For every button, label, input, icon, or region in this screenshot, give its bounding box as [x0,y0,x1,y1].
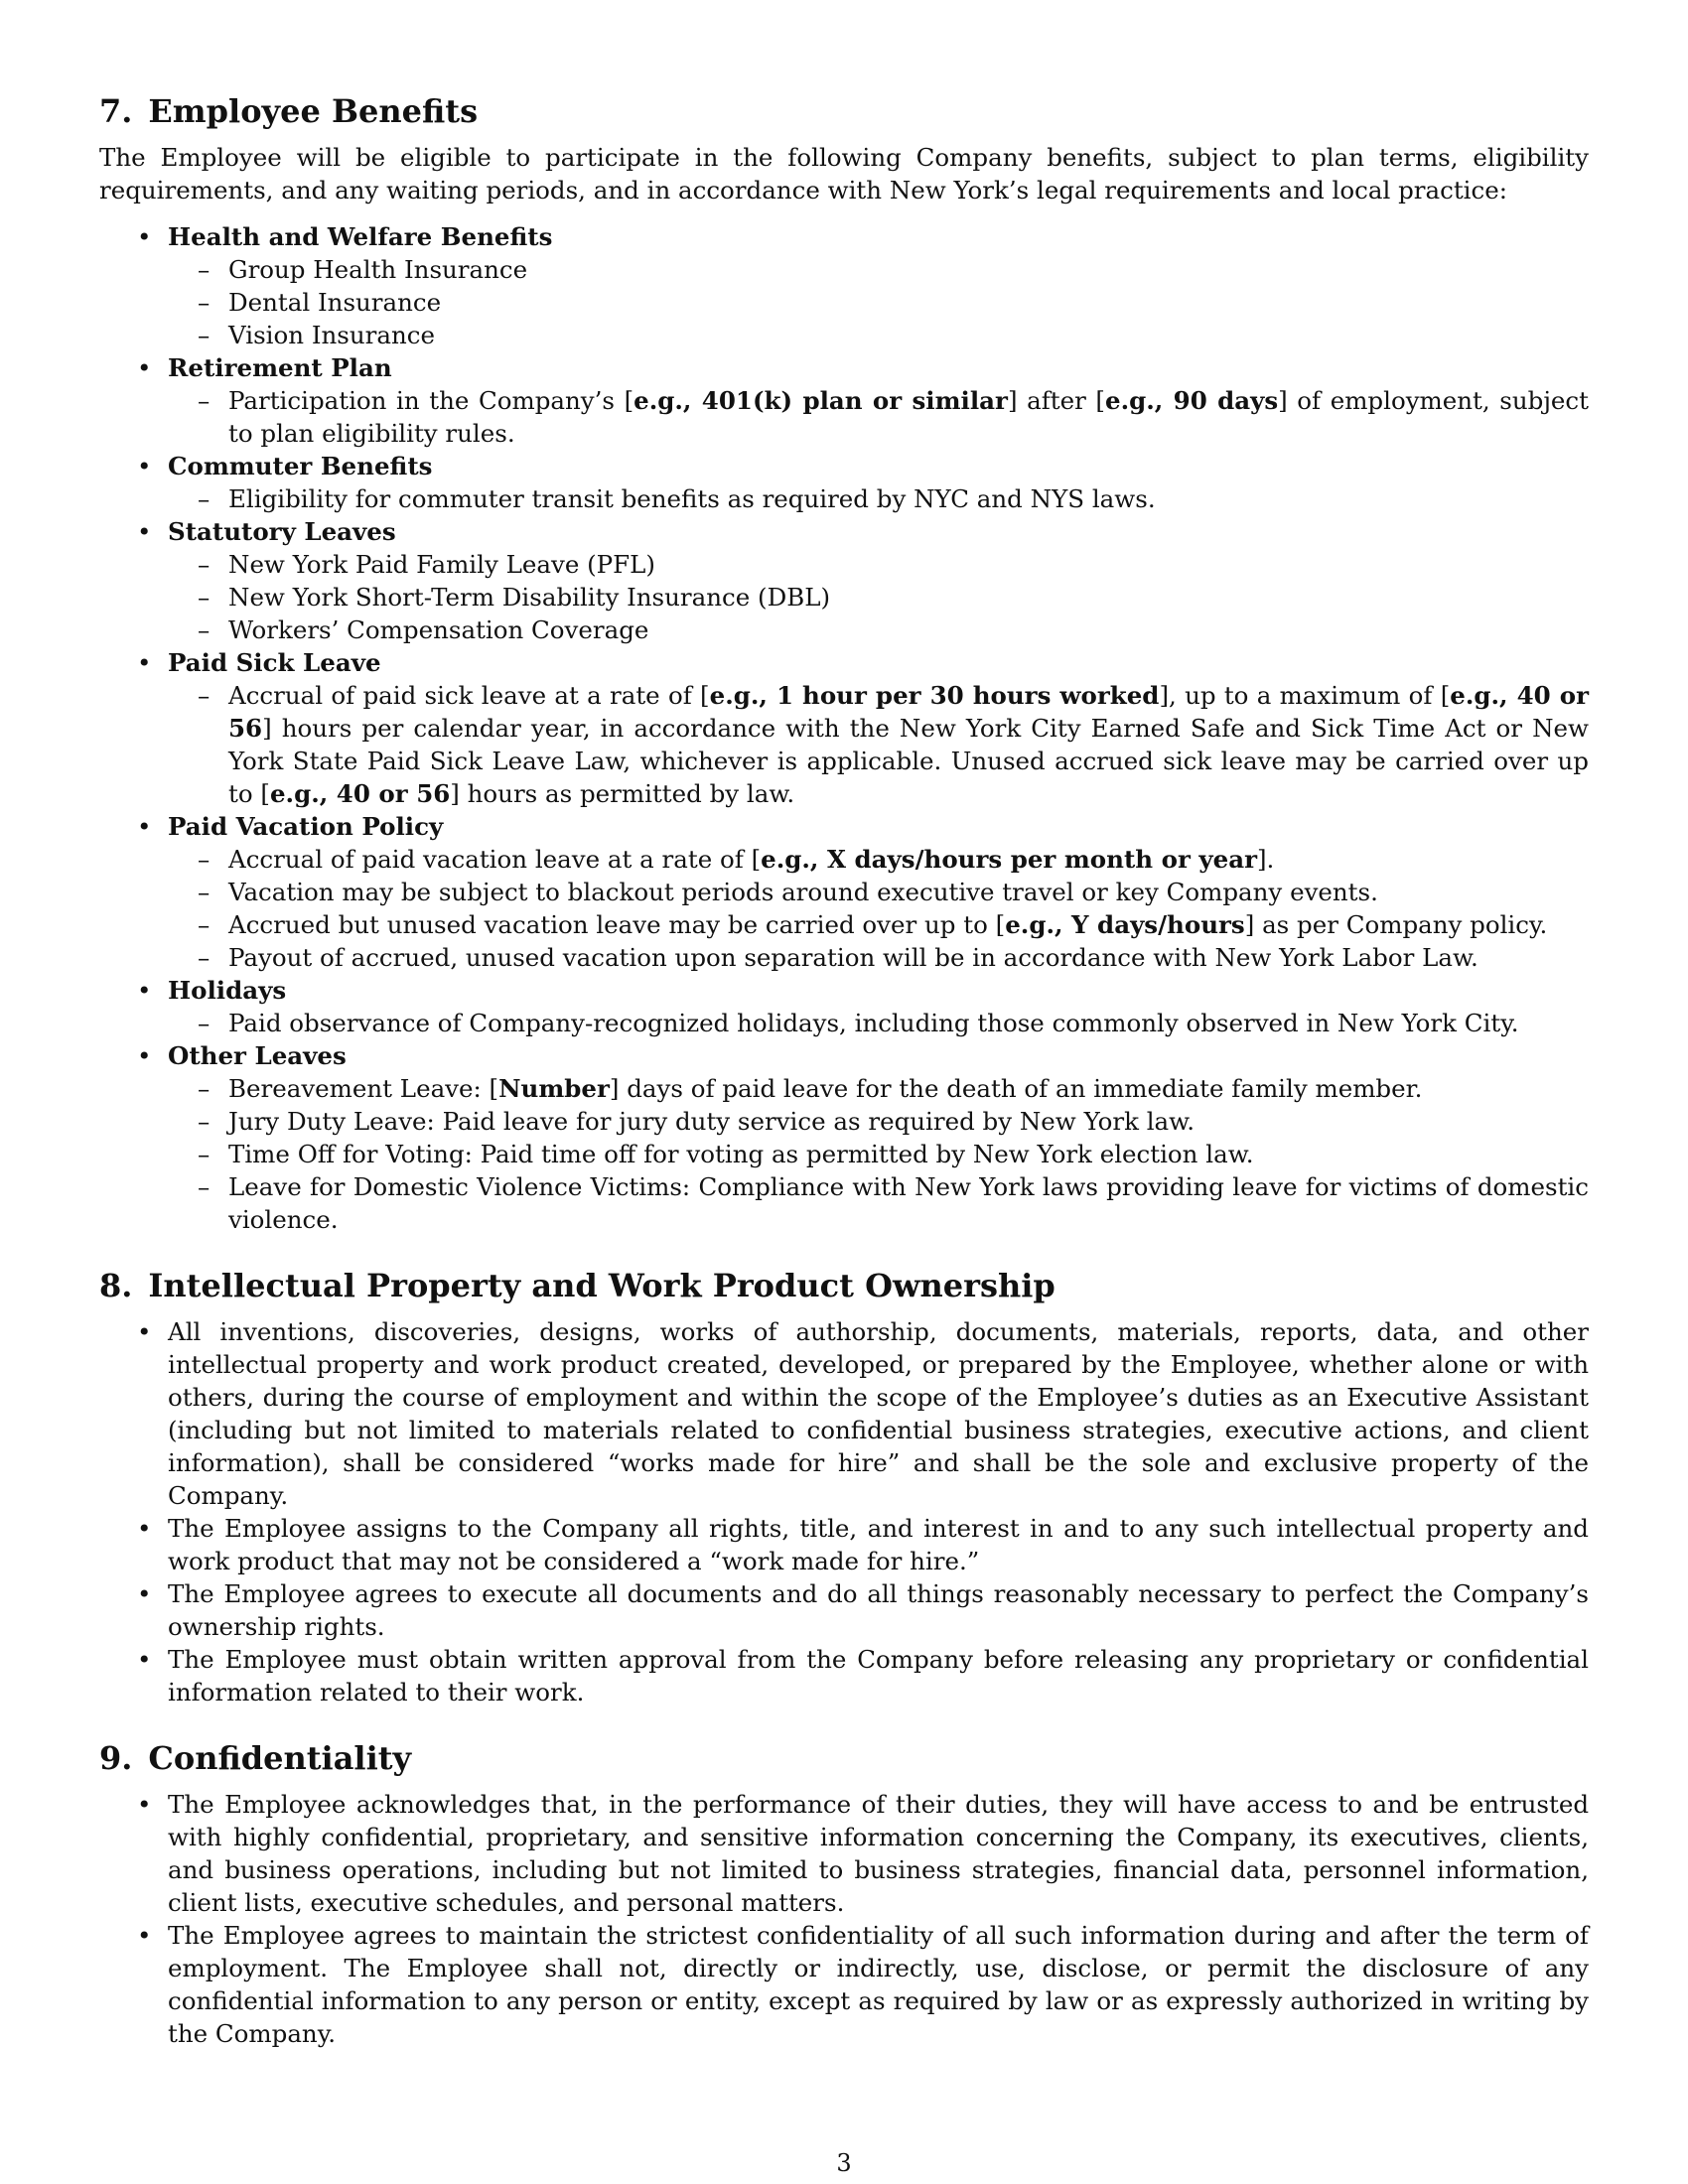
sub-list [168,482,1589,515]
sub-list [168,1072,1589,1236]
list-item [99,450,1589,515]
section-title: 8. Intellectual Property and Work Product Ownership [99,1267,1055,1304]
placeholder-text: e.g., 40 or 56 [269,779,451,808]
text-run: ]. [1257,845,1275,874]
sub-item [168,1072,1589,1105]
placeholder-text: e.g., X days/hours per month or year [761,845,1257,874]
section-employee-benefits [99,91,1589,1236]
list-item [99,810,1589,974]
list-heading: Commuter Benefits [168,452,433,480]
text-run: Bereavement Leave: [ [228,1074,499,1103]
text-run: ] days of paid leave for the death of an immediate family member. [609,1074,1423,1103]
list-item: • The Employee agrees to maintain the strictest confidentiality of all such information during and after the term of employment. The Employee shall not, directly or indirectly, use, disclose, or permit the disclosure of any confidential information to any person or entity, except as required by law or as expressly authorized in writing by the Company. [99,1919,1589,2050]
section-intro: The Employee will be eligible to participate in the following Company benefits, subject to plan terms, eligibility requirements, and any waiting periods, and in accordance with New York’s legal requirements and local practice: [99,143,1589,205]
list-heading: Other Leaves [168,1041,347,1070]
sub-list [168,548,1589,646]
sub-list [168,843,1589,974]
list-item [99,351,1589,450]
sub-item: – New York Short-Term Disability Insurance (DBL) [168,581,1589,614]
sub-list [168,384,1589,450]
section-title: 7. Employee Benefits [99,92,479,130]
list-heading: Statutory Leaves [168,517,396,546]
section-title: 9. Confidentiality [99,1739,412,1777]
list-item [99,1039,1589,1236]
section-confidentiality [99,1738,1589,2050]
list-heading: Holidays [168,976,287,1005]
sub-item: – Jury Duty Leave: Paid leave for jury duty service as required by New York law. [168,1105,1589,1138]
placeholder-text: e.g., 1 hour per 30 hours worked [709,681,1160,710]
text-run: Accrual of paid vacation leave at a rate of [ [228,845,762,874]
list-item [99,515,1589,646]
sub-item: – Payout of accrued, unused vacation upon separation will be in accordance with New York Labor Law. [168,941,1589,974]
text-run: Accrued but unused vacation leave may be carried over up to [ [228,910,1006,939]
placeholder-text: e.g., 90 days [1105,386,1279,415]
sub-item: – Time Off for Voting: Paid time off for voting as permitted by New York election law. [168,1138,1589,1170]
list-item [99,220,1589,351]
list-item: • The Employee must obtain written approval from the Company before releasing any proprietary or confidential information related to their work. [99,1643,1589,1708]
sub-item [168,679,1589,810]
text-run: ] as per Company policy. [1244,910,1548,939]
benefits-list [99,220,1589,1236]
sub-item: – Workers’ Compensation Coverage [168,614,1589,646]
text-run: ] hours as permitted by law. [450,779,795,808]
confidentiality-list [99,1788,1589,2050]
sub-list [168,253,1589,351]
sub-list [168,1007,1589,1039]
sub-item: – Paid observance of Company-recognized holidays, including those commonly observed in New York City. [168,1007,1589,1039]
document-page [99,91,1589,2080]
placeholder-text: Number [498,1074,610,1103]
list-heading: Paid Vacation Policy [168,812,444,841]
page-number: 3 [836,2149,852,2177]
list-item: • The Employee assigns to the Company all rights, title, and interest in and to any such intellectual property and work product that may not be considered a “work made for hire.” [99,1512,1589,1577]
list-item: • The Employee agrees to execute all documents and do all things reasonably necessary to perfect the Company’s ownership rights. [99,1577,1589,1643]
list-item [99,646,1589,810]
section-intellectual-property [99,1266,1589,1708]
list-item: • The Employee acknowledges that, in the performance of their duties, they will have access to and be entrusted with highly confidential, proprietary, and sensitive information concerning the Company, its executives, clients, and business operations, including but not limited to business strategies, financial data, personnel information, client lists, executive schedules, and personal matters. [99,1788,1589,1919]
sub-list [168,679,1589,810]
text-run: Accrual of paid sick leave at a rate of [ [228,681,710,710]
placeholder-text: e.g., 40 or 56 [228,681,1589,743]
sub-item: – Vision Insurance [168,319,1589,351]
placeholder-text: e.g., Y days/hours [1005,910,1245,939]
sub-item: – Group Health Insurance [168,253,1589,286]
text-run: ] hours per calendar year, in accordance with the New York City Earned Safe and Sick Time Act or New York State Paid Sick Leave Law, whichever is applicable. Unused accrued sick leave may be carried over up to [ [228,714,1589,808]
list-heading: Health and Welfare Benefits [168,222,553,251]
list-heading: Paid Sick Leave [168,648,381,677]
sub-item [168,843,1589,876]
list-item [99,974,1589,1039]
sub-item: – Vacation may be subject to blackout periods around executive travel or key Company events. [168,876,1589,908]
text-run: ] of employment, subject to plan eligibility rules. [228,386,1589,448]
sub-item [168,908,1589,941]
list-heading: Retirement Plan [168,353,392,382]
sub-item [168,384,1589,450]
sub-item: – Dental Insurance [168,286,1589,319]
text-run: Participation in the Company’s [ [228,386,634,415]
sub-item: – Leave for Domestic Violence Victims: Compliance with New York laws providing leave for victims of domestic violence. [168,1170,1589,1236]
sub-item: – Eligibility for commuter transit benefits as required by NYC and NYS laws. [168,482,1589,515]
sub-item: – New York Paid Family Leave (PFL) [168,548,1589,581]
text-run: ], up to a maximum of [ [1159,681,1451,710]
text-run: ] after [ [1007,386,1105,415]
ip-list [99,1315,1589,1708]
list-item: • All inventions, discoveries, designs, works of authorship, documents, materials, reports, data, and other intellectual property and work product created, developed, or prepared by the Employee, whether alone or with others, during the course of employment and within the scope of the Employee’s duties as an Executive Assistant (including but not limited to materials related to confidential business strategies, executive actions, and client information), shall be considered “works made for hire” and shall be the sole and exclusive property of the Company. [99,1315,1589,1512]
placeholder-text: e.g., 401(k) plan or similar [633,386,1008,415]
